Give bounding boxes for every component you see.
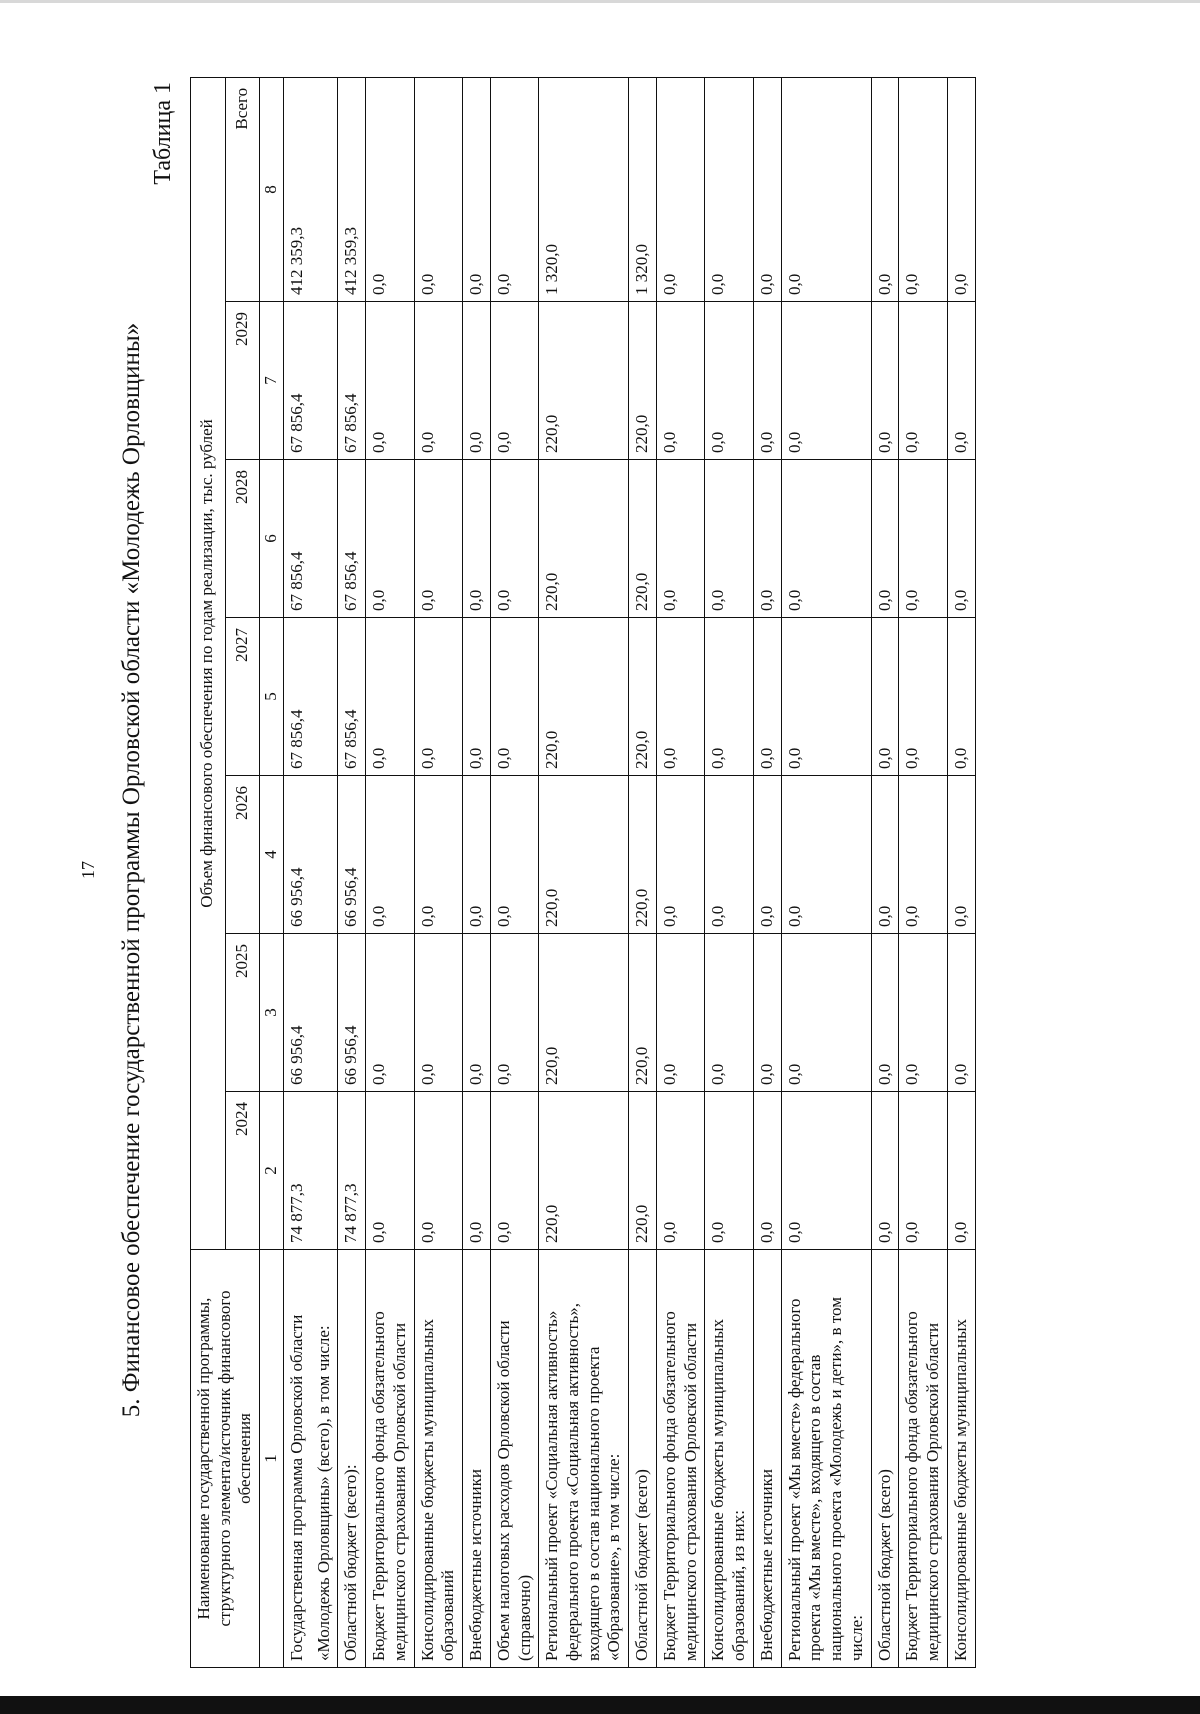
row-label: Внебюджетные источники — [463, 1250, 491, 1668]
table-cell — [311, 1092, 338, 1250]
table-cell — [311, 460, 338, 618]
table-body — [283, 77, 975, 1667]
table-cell: 0,0 — [947, 934, 975, 1092]
table-cell: 0,0 — [947, 302, 975, 460]
scan-edge-top — [0, 0, 1200, 3]
column-number: 2 — [260, 1092, 284, 1250]
column-header-year: 2029 — [225, 302, 260, 460]
table-cell: 220,0 — [539, 1092, 629, 1250]
page-number: 17 — [78, 861, 98, 879]
table-cell: 0,0 — [947, 1092, 975, 1250]
table-cell: 0,0 — [490, 618, 538, 776]
table-cell: 0,0 — [705, 460, 753, 618]
table-cell: 0,0 — [753, 934, 781, 1092]
table-cell: 0,0 — [463, 618, 491, 776]
row-label: Бюджет Территориального фонда обязательного медицинского страхования Орловской области — [656, 1250, 704, 1668]
table-cell: 67 856,4 — [338, 302, 366, 460]
column-header-year: 2024 — [225, 1092, 260, 1250]
table-cell: 0,0 — [781, 618, 871, 776]
table-cell: 0,0 — [656, 77, 704, 301]
table-cell: 66 956,4 — [283, 776, 310, 934]
table-cell: 0,0 — [656, 776, 704, 934]
table-cell: 220,0 — [539, 618, 629, 776]
table-cell: 0,0 — [463, 460, 491, 618]
column-number: 7 — [260, 302, 284, 460]
table-cell: 0,0 — [871, 776, 899, 934]
table-cell: 0,0 — [705, 302, 753, 460]
table-cell: 220,0 — [539, 302, 629, 460]
column-header-year: Всего — [225, 77, 260, 301]
column-number: 3 — [260, 934, 284, 1092]
table-cell: 0,0 — [366, 460, 414, 618]
table-cell: 0,0 — [781, 1092, 871, 1250]
table-cell: 0,0 — [705, 934, 753, 1092]
table-cell: 0,0 — [753, 460, 781, 618]
table-row — [463, 77, 491, 1667]
table-cell: 0,0 — [781, 460, 871, 618]
table-cell: 0,0 — [463, 77, 491, 301]
column-number: 6 — [260, 460, 284, 618]
row-label: Государственная программа Орловской области — [283, 1250, 310, 1668]
table-row — [539, 77, 629, 1667]
column-number: 4 — [260, 776, 284, 934]
table-cell: 0,0 — [414, 776, 462, 934]
table-cell: 67 856,4 — [283, 302, 310, 460]
table-row — [705, 77, 753, 1667]
table-cell: 0,0 — [871, 302, 899, 460]
table-cell: 0,0 — [414, 618, 462, 776]
table-cell: 220,0 — [629, 460, 657, 618]
column-header-year: 2027 — [225, 618, 260, 776]
table-cell: 67 856,4 — [338, 618, 366, 776]
table-label: Таблица 1 — [150, 82, 176, 185]
column-number: 5 — [260, 618, 284, 776]
table-row — [781, 77, 871, 1667]
table-cell: 0,0 — [899, 618, 947, 776]
table-cell: 0,0 — [366, 776, 414, 934]
table-row — [338, 77, 366, 1667]
table-cell: 0,0 — [656, 1092, 704, 1250]
table-cell: 0,0 — [871, 934, 899, 1092]
row-label: Консолидированные бюджеты муниципальных образований — [414, 1250, 462, 1668]
table-cell — [311, 776, 338, 934]
table-cell: 0,0 — [871, 1092, 899, 1250]
table-cell: 220,0 — [629, 1092, 657, 1250]
table-cell: 0,0 — [414, 460, 462, 618]
column-header-name: Наименование государственной программы, структурного элемента/источник финансового обеспечения — [191, 1250, 260, 1668]
table-row — [629, 77, 657, 1667]
table-cell: 0,0 — [781, 77, 871, 301]
table-cell: 0,0 — [705, 77, 753, 301]
table-cell: 0,0 — [753, 1092, 781, 1250]
row-label: Региональный проект «Мы вместе» федерального проекта «Мы вместе», входящего в состав национального проекта «Молодежь и дети», в том числе: — [781, 1250, 871, 1668]
table-cell: 220,0 — [629, 618, 657, 776]
table-cell: 0,0 — [753, 618, 781, 776]
table-row — [947, 77, 975, 1667]
table-cell: 0,0 — [463, 776, 491, 934]
table-cell: 67 856,4 — [283, 460, 310, 618]
table-cell — [311, 934, 338, 1092]
table-cell: 74 877,3 — [283, 1092, 310, 1250]
table-cell: 220,0 — [539, 460, 629, 618]
table-cell: 66 956,4 — [338, 776, 366, 934]
table-cell: 220,0 — [539, 934, 629, 1092]
table-cell — [311, 302, 338, 460]
table-cell: 0,0 — [899, 776, 947, 934]
column-header-group: Объем финансового обеспечения по годам реализации, тыс. рублей — [191, 77, 226, 1249]
table-cell: 0,0 — [899, 302, 947, 460]
table-cell: 0,0 — [899, 1092, 947, 1250]
table-cell: 0,0 — [947, 460, 975, 618]
table-cell: 0,0 — [899, 460, 947, 618]
column-header-year: 2025 — [225, 934, 260, 1092]
table-cell: 0,0 — [753, 776, 781, 934]
table-cell: 0,0 — [414, 934, 462, 1092]
table-row — [311, 77, 338, 1667]
row-label: Областной бюджет (всего) — [871, 1250, 899, 1668]
table-cell: 74 877,3 — [338, 1092, 366, 1250]
table-cell: 0,0 — [656, 618, 704, 776]
table-cell: 0,0 — [753, 77, 781, 301]
table-cell: 67 856,4 — [338, 460, 366, 618]
table-cell: 0,0 — [656, 934, 704, 1092]
table-cell: 0,0 — [781, 776, 871, 934]
table-cell: 0,0 — [366, 934, 414, 1092]
table-cell — [311, 618, 338, 776]
table-cell: 0,0 — [366, 302, 414, 460]
row-label: Консолидированные бюджеты муниципальных — [947, 1250, 975, 1668]
table-cell: 0,0 — [366, 77, 414, 301]
table-cell: 0,0 — [871, 618, 899, 776]
column-header-year: 2028 — [225, 460, 260, 618]
table-row — [414, 77, 462, 1667]
row-label: Внебюджетные источники — [753, 1250, 781, 1668]
table-cell: 0,0 — [947, 618, 975, 776]
table-cell: 0,0 — [871, 77, 899, 301]
table-cell: 0,0 — [366, 1092, 414, 1250]
table-cell: 0,0 — [899, 934, 947, 1092]
table-cell: 1 320,0 — [629, 77, 657, 301]
header-row-group — [191, 77, 226, 1667]
row-label: Бюджет Территориального фонда обязательного медицинского страхования Орловской области — [366, 1250, 414, 1668]
table-cell: 0,0 — [490, 77, 538, 301]
row-label: Бюджет Территориального фонда обязательного медицинского страхования Орловской области — [899, 1250, 947, 1668]
table-cell: 0,0 — [490, 1092, 538, 1250]
scan-edge-bottom — [0, 1696, 1200, 1714]
table-cell: 220,0 — [539, 776, 629, 934]
table-row — [871, 77, 899, 1667]
row-label: Региональный проект «Социальная активность» федерального проекта «Социальная активность», входящего в состав национального проекта «Образование», в том числе: — [539, 1250, 629, 1668]
table-cell: 67 856,4 — [283, 618, 310, 776]
table-cell: 0,0 — [705, 776, 753, 934]
table-row — [366, 77, 414, 1667]
table-cell: 0,0 — [753, 302, 781, 460]
table-cell: 220,0 — [629, 934, 657, 1092]
table-cell: 0,0 — [414, 1092, 462, 1250]
table-cell: 0,0 — [490, 460, 538, 618]
document-page — [60, 60, 1170, 1680]
table-cell: 0,0 — [490, 302, 538, 460]
table-cell: 1 320,0 — [539, 77, 629, 301]
table-cell: 0,0 — [871, 460, 899, 618]
table-cell: 0,0 — [781, 302, 871, 460]
table-row — [283, 77, 310, 1667]
table-cell: 220,0 — [629, 302, 657, 460]
header-row-numbers — [260, 77, 284, 1667]
table-row — [899, 77, 947, 1667]
financing-table — [190, 77, 976, 1668]
table-cell: 0,0 — [705, 1092, 753, 1250]
row-label: Областной бюджет (всего) — [629, 1250, 657, 1668]
table-cell: 412 359,3 — [338, 77, 366, 301]
table-cell: 0,0 — [414, 77, 462, 301]
table-cell: 0,0 — [366, 618, 414, 776]
table-cell: 0,0 — [899, 77, 947, 301]
table-cell: 0,0 — [463, 1092, 491, 1250]
table-cell: 412 359,3 — [283, 77, 310, 301]
column-header-year: 2026 — [225, 776, 260, 934]
row-label: Консолидированные бюджеты муниципальных образований, из них: — [705, 1250, 753, 1668]
table-row — [490, 77, 538, 1667]
table-cell: 0,0 — [490, 934, 538, 1092]
table-row — [656, 77, 704, 1667]
column-number: 8 — [260, 77, 284, 301]
table-cell: 0,0 — [463, 934, 491, 1092]
table-cell: 66 956,4 — [338, 934, 366, 1092]
row-label: «Молодежь Орловщины» (всего), в том числе: — [311, 1250, 338, 1668]
table-cell: 0,0 — [463, 302, 491, 460]
table-row — [753, 77, 781, 1667]
row-label: Объем налоговых расходов Орловской области (справочно) — [490, 1250, 538, 1668]
document-title: 5. Финансовое обеспечение государственной программы Орловской области «Молодежь Орловщины» — [118, 322, 145, 1418]
table-cell: 220,0 — [629, 776, 657, 934]
column-number: 1 — [260, 1250, 284, 1668]
table-cell: 0,0 — [414, 302, 462, 460]
table-cell: 0,0 — [947, 776, 975, 934]
table-cell: 0,0 — [705, 618, 753, 776]
table-cell: 66 956,4 — [283, 934, 310, 1092]
table-cell: 0,0 — [656, 302, 704, 460]
row-label: Областной бюджет (всего): — [338, 1250, 366, 1668]
table-cell: 0,0 — [947, 77, 975, 301]
table-cell — [311, 77, 338, 301]
table-cell: 0,0 — [490, 776, 538, 934]
table-cell: 0,0 — [781, 934, 871, 1092]
table-cell: 0,0 — [656, 460, 704, 618]
